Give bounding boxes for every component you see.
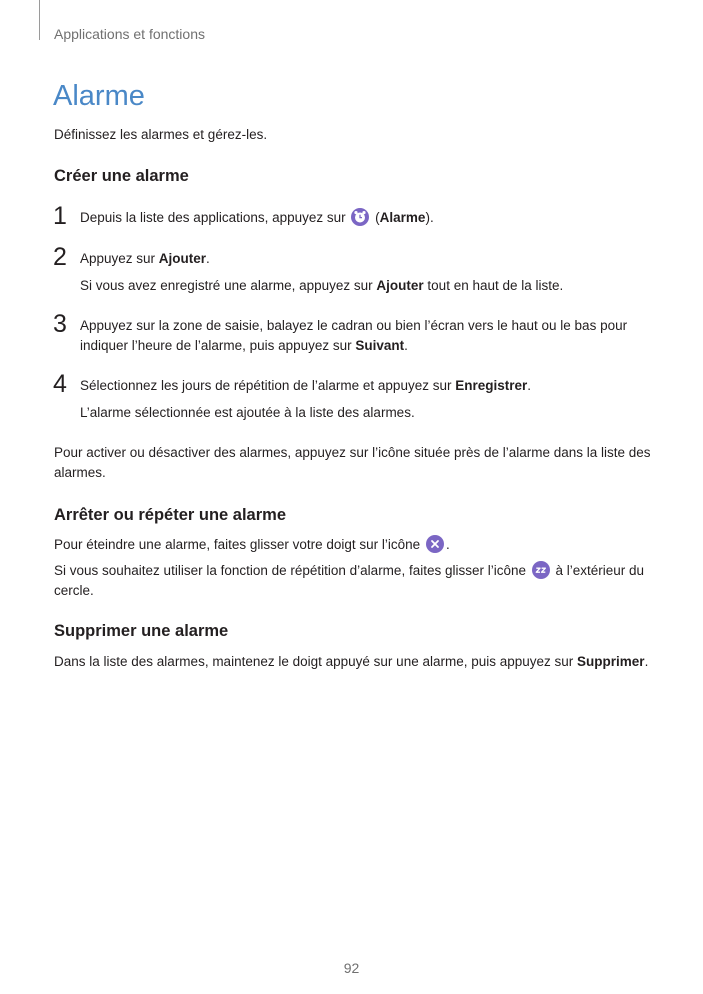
stop-line2-c: à l’extérieur du (551, 563, 645, 578)
step-number-1: 1 (53, 202, 67, 230)
step-1-part-c: ). (425, 210, 434, 225)
alarm-clock-icon (351, 208, 369, 226)
step-3-line-2 (80, 336, 408, 356)
snooze-icon (532, 561, 550, 579)
stop-line-3: cercle. (54, 583, 94, 598)
delete-bold: Supprimer (577, 654, 645, 669)
intro-text: Définissez les alarmes et gérez-les. (54, 127, 268, 142)
step-2-sub-c: tout en haut de la liste. (423, 278, 564, 293)
step-4-part-c: . (527, 378, 532, 393)
step-3-bold: Suivant (355, 338, 405, 353)
note-line-2: alarmes. (54, 465, 106, 480)
breadcrumb: Applications et fonctions (54, 26, 205, 42)
step-4-text (80, 376, 531, 396)
step-3-part-c: . (404, 338, 408, 353)
header-rule (39, 0, 40, 40)
step-number-4: 4 (53, 370, 67, 398)
section-heading-create: Créer une alarme (54, 167, 189, 185)
note-line-1: Pour activer ou désactiver des alarmes, appuyez sur l’icône située près de l’alarme dans la liste des (54, 445, 651, 460)
step-4-bold: Enregistrer (455, 378, 528, 393)
step-number-3: 3 (53, 310, 67, 338)
step-2-bold: Ajouter (158, 251, 207, 266)
step-2-part-c: . (206, 251, 210, 266)
step-2-sub-bold: Ajouter (376, 278, 424, 293)
section-heading-delete: Supprimer une alarme (54, 622, 229, 640)
step-number-2: 2 (53, 243, 67, 271)
stop-line2-a: Si vous souhaitez utiliser la fonction de répétition d’alarme, faites glisser l’icône (54, 563, 530, 578)
step-1-bold: Alarme (379, 210, 426, 225)
delete-line-c: . (644, 654, 649, 669)
step-4-subtext: L’alarme sélectionnée est ajoutée à la liste des alarmes. (80, 405, 415, 420)
step-2-text (80, 249, 210, 269)
step-2-part-a: Appuyez sur (80, 251, 159, 266)
close-icon (426, 535, 444, 553)
stop-line-1 (54, 535, 450, 555)
stop-line-2 (54, 561, 644, 581)
delete-line-a: Dans la liste des alarmes, maintenez le doigt appuyé sur une alarme, puis appuyez sur (54, 654, 578, 669)
step-2-subtext (80, 276, 563, 296)
step-3-line-1: Appuyez sur la zone de saisie, balayez le cadran ou bien l’écran vers le haut ou le bas pour (80, 318, 628, 333)
step-4-part-a: Sélectionnez les jours de répétition de l’alarme et appuyez sur (80, 378, 456, 393)
stop-line1-a: Pour éteindre une alarme, faites glisser votre doigt sur l’icône (54, 537, 424, 552)
step-1-text (80, 208, 434, 228)
section-heading-stop: Arrêter ou répéter une alarme (54, 506, 287, 524)
step-1-part-b: ( (375, 210, 380, 225)
step-1-part-a: Depuis la liste des applications, appuyez sur (80, 210, 350, 225)
page-title: Alarme (53, 80, 145, 112)
delete-line (54, 652, 648, 672)
step-2-sub-a: Si vous avez enregistré une alarme, appuyez sur (80, 278, 377, 293)
stop-line1-c: . (445, 537, 450, 552)
step-3-line2-a: indiquer l’heure de l’alarme, puis appuyez sur (80, 338, 356, 353)
page-number: 92 (343, 960, 360, 976)
